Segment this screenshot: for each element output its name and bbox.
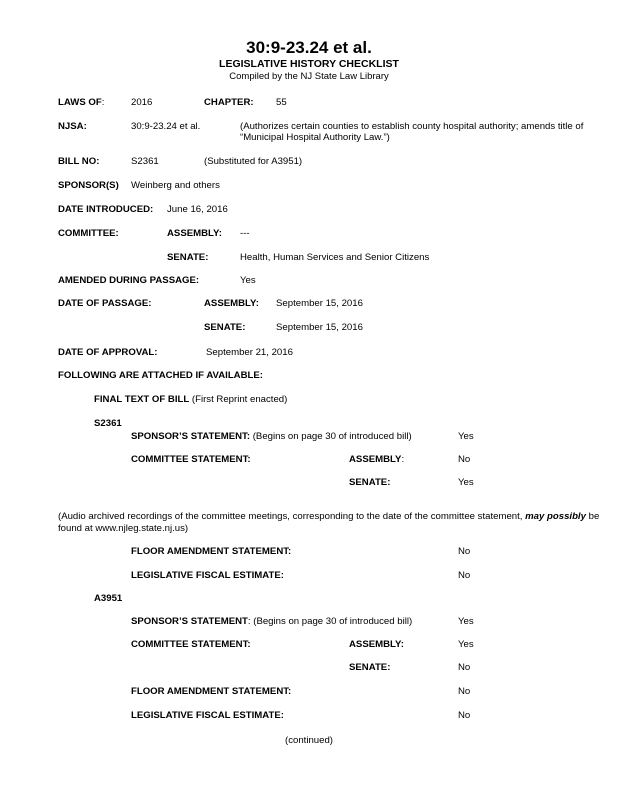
s2361-sponsor-statement-row xyxy=(131,431,412,442)
s2361-fiscal-estimate-label: LEGISLATIVE FISCAL ESTIMATE: xyxy=(131,570,284,581)
committee-senate-label: SENATE: xyxy=(167,252,209,263)
continued-footer: (continued) xyxy=(285,735,333,746)
s2361-committee-assembly-value: No xyxy=(458,454,471,465)
s2361-floor-amendment-value: No xyxy=(458,546,471,557)
committee-label: COMMITTEE: xyxy=(58,228,119,239)
s2361-sponsor-statement-value: Yes xyxy=(458,431,474,442)
njsa-label: NJSA: xyxy=(58,121,87,132)
a3951-fiscal-estimate-label: LEGISLATIVE FISCAL ESTIMATE: xyxy=(131,710,284,721)
a3951-sponsor-statement-label: SPONSOR’S STATEMENT xyxy=(131,616,248,627)
laws-of-label-group xyxy=(58,97,104,108)
a3951-sponsor-statement-row xyxy=(131,616,412,627)
s2361-committee-assembly-label: ASSEMBLY xyxy=(349,454,402,465)
njsa-value: 30:9-23.24 et al. xyxy=(131,121,201,132)
a3951-heading: A3951 xyxy=(94,593,123,604)
date-of-approval-label: DATE OF APPROVAL: xyxy=(58,347,158,358)
s2361-committee-assembly-group xyxy=(349,454,404,465)
bill-no-value: S2361 xyxy=(131,156,159,167)
compiled-by: Compiled by the NJ State Law Library xyxy=(229,71,389,82)
s2361-fiscal-estimate-value: No xyxy=(458,570,471,581)
date-of-passage-label: DATE OF PASSAGE: xyxy=(58,298,152,309)
attached-heading: FOLLOWING ARE ATTACHED IF AVAILABLE: xyxy=(58,370,263,381)
a3951-committee-senate-label: SENATE: xyxy=(349,662,391,673)
s2361-committee-assembly-colon: : xyxy=(401,454,405,465)
a3951-floor-amendment-value: No xyxy=(458,686,471,697)
passage-senate-value: September 15, 2016 xyxy=(276,322,363,333)
a3951-committee-assembly-label: ASSEMBLY: xyxy=(349,639,404,650)
s2361-sponsor-statement-note: (Begins on page 30 of introduced bill) xyxy=(252,431,412,442)
document-subtitle: LEGISLATIVE HISTORY CHECKLIST xyxy=(219,58,399,70)
date-of-approval-value: September 21, 2016 xyxy=(206,347,293,358)
audio-note-end: be found at www.njleg.state.nj.us) xyxy=(58,511,600,534)
audio-note-emphasis: may possibly xyxy=(525,511,586,522)
document-title: 30:9-23.24 et al. xyxy=(246,38,372,57)
chapter-label: CHAPTER: xyxy=(204,97,254,108)
committee-assembly-label: ASSEMBLY: xyxy=(167,228,222,239)
audio-archive-note xyxy=(58,511,606,534)
laws-of-value: 2016 xyxy=(131,97,153,108)
date-introduced-value: June 16, 2016 xyxy=(167,204,228,215)
committee-assembly-value: --- xyxy=(240,228,250,239)
laws-of-colon: : xyxy=(101,97,105,108)
date-introduced-label: DATE INTRODUCED: xyxy=(58,204,154,215)
passage-assembly-value: September 15, 2016 xyxy=(276,298,363,309)
a3951-committee-senate-value: No xyxy=(458,662,471,673)
a3951-sponsor-statement-value: Yes xyxy=(458,616,474,627)
amended-value: Yes xyxy=(240,275,256,286)
a3951-fiscal-estimate-value: No xyxy=(458,710,471,721)
a3951-sponsor-statement-note: : (Begins on page 30 of introduced bill) xyxy=(247,616,413,627)
sponsor-value: Weinberg and others xyxy=(131,180,220,191)
amended-label: AMENDED DURING PASSAGE: xyxy=(58,275,200,286)
final-text-label: FINAL TEXT OF BILL xyxy=(94,394,190,405)
bill-no-label: BILL NO: xyxy=(58,156,100,167)
a3951-committee-statement-label: COMMITTEE STATEMENT: xyxy=(131,639,251,650)
a3951-committee-assembly-value: Yes xyxy=(458,639,474,650)
njsa-description: (Authorizes certain counties to establish county hospital authority; amends title of “Municipal Hospital Authority Law.”) xyxy=(240,121,584,144)
s2361-committee-statement-label: COMMITTEE STATEMENT: xyxy=(131,454,251,465)
passage-assembly-label: ASSEMBLY: xyxy=(204,298,259,309)
final-text-note: (First Reprint enacted) xyxy=(191,394,288,405)
final-text-row xyxy=(94,394,287,405)
passage-senate-label: SENATE: xyxy=(204,322,246,333)
bill-no-substituted: (Substituted for A3951) xyxy=(204,156,303,167)
sponsor-label: SPONSOR(S) xyxy=(58,180,119,191)
s2361-heading: S2361 xyxy=(94,418,122,429)
s2361-committee-senate-value: Yes xyxy=(458,477,474,488)
laws-of-label: LAWS OF xyxy=(58,97,102,108)
committee-senate-value: Health, Human Services and Senior Citizens xyxy=(240,252,430,263)
a3951-floor-amendment-label: FLOOR AMENDMENT STATEMENT: xyxy=(131,686,292,697)
s2361-sponsor-statement-label: SPONSOR’S STATEMENT: xyxy=(131,431,251,442)
chapter-value: 55 xyxy=(276,97,287,108)
s2361-committee-senate-label: SENATE: xyxy=(349,477,391,488)
audio-note-start: (Audio archived recordings of the committee meetings, corresponding to the date of the committee statement, xyxy=(58,511,526,522)
s2361-floor-amendment-label: FLOOR AMENDMENT STATEMENT: xyxy=(131,546,292,557)
